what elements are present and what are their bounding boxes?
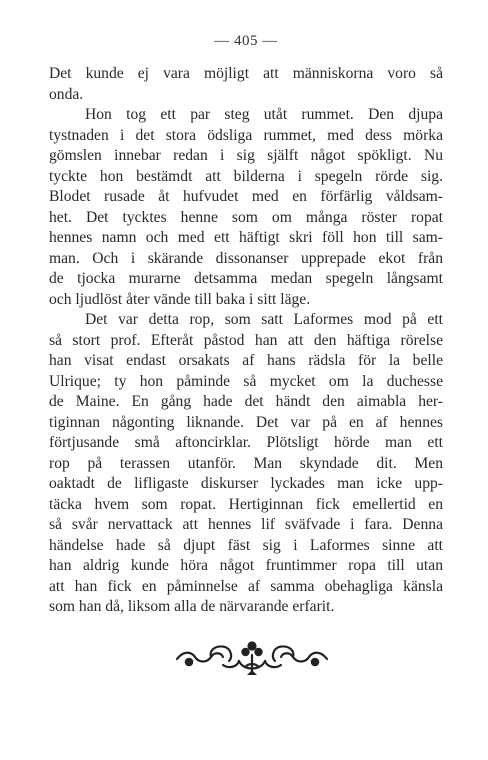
text-line: Det kunde ej vara möjligt att människorna voro så (49, 65, 443, 82)
text-line: händelse hade så djupt fäst sig i Laformes sinne att (49, 536, 443, 554)
text-line: täcka hvem som ropat. Hertiginnan fick emellertid en (49, 495, 443, 513)
text-line: Blodet rusade åt hufvudet med en förfärlig våldsam- (49, 188, 443, 205)
text-line: Hon tog ett par steg utåt rummet. Den djupa (85, 106, 443, 123)
paragraph (49, 64, 443, 105)
body-text (49, 64, 443, 618)
text-line: förtjusande små aftoncirklar. Plötsligt hörde man ett (49, 434, 443, 451)
text-line: oaktadt de lifligaste diskurser lyckades man icke upp- (49, 475, 443, 492)
text-line: de tjocka murarne detsamma medan spegeln långsamt (49, 270, 443, 287)
text-line: hennes namn och med ett häftigt skri föll hon till sam- (49, 229, 443, 246)
text-line: så stort prof. Efteråt påstod han att den häftiga rörelse (49, 331, 443, 349)
text-line: han aldrig kunde höra något fruntimmer ropa till utan (49, 557, 443, 574)
floral-ornament-icon (173, 637, 331, 677)
text-line: att han fick en påminnelse af samma obehagliga känsla (49, 577, 443, 595)
text-line: Det var detta rop, som satt Laformes mod på ett (85, 311, 443, 328)
text-line: rop på terassen utanför. Man skyndade dit. Men (49, 454, 443, 472)
text-line: de Maine. En gång hade det händt den aimabla her- (49, 393, 443, 410)
text-line: onda. (49, 85, 84, 103)
paragraph (49, 310, 443, 618)
text-line: och ljudlöst åter vände till baka i sitt läge. (49, 290, 311, 308)
text-line: Ulrique; ty hon påminde så mycket om la duchesse (49, 372, 443, 390)
text-line: het. Det tycktes henne som om många röster ropat (49, 208, 443, 226)
text-line: tyckte hon bestämdt att bilderna i spegeln rörde sig. (49, 167, 443, 185)
text-line: man. Och i skärande dissonanser upprepade ekot från (49, 249, 443, 267)
text-line: tiginnan någonting liknande. Det var på en af hennes (49, 413, 443, 431)
text-line: gömslen innebar redan i sig själft något spökligt. Nu (49, 147, 443, 164)
text-line: som han då, liksom alla de närvarande erfarit. (49, 598, 335, 615)
paragraph (49, 105, 443, 310)
text-line: så svår nervattack att hennes lif sväfvade i fara. Denna (49, 516, 443, 533)
text-line: han visat endast orsakats af hans rädsla för la belle (49, 352, 443, 369)
text-line: tystnaden i det stora ödsliga rummet, med dess mörka (49, 126, 443, 144)
page-number: — 405 — (214, 33, 278, 49)
